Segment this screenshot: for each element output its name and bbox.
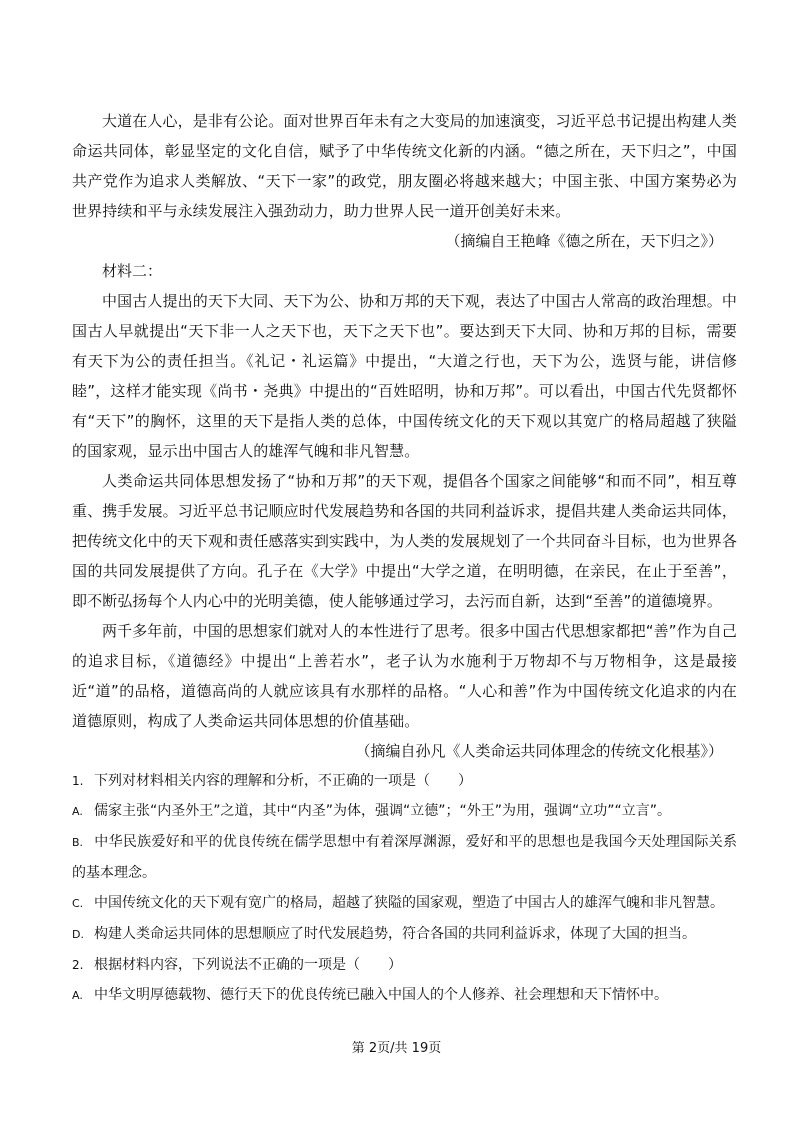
material1-source: （摘编自王艳峰《德之所在，天下归之》） (445, 232, 723, 250)
question-1-text: 下列对材料相关内容的理解和分析，不正确的一项是（ ） (94, 773, 472, 789)
option-letter: A. (72, 805, 83, 818)
option-letter: B. (72, 836, 84, 849)
question-2-stem (72, 950, 737, 980)
material2-paragraph-2: 人类命运共同体思想发扬了“协和万邦”的天下观，提倡各个国家之间能够“和而不同”，相互尊重、携手发展。习近平总书记顺应时代发展趋势和各国的共同利益诉求，提倡共建人类命运共同体，把传统文化中的天下观和责任感落实到实践中，为人类的发展规划了一个共同奋斗目标，也为世界各国的共同发展提供了方向。孔子在《大学》中提出“大学之道，在明明德，在亲民，在止于至善”，即不断弘扬每个人内心中的光明美德，使人能够通过学习，去污而自新，达到“至善”的道德境界。 (72, 472, 737, 610)
question-1-option-b (72, 827, 737, 888)
option-text: 中华文明厚德载物、德行天下的优良传统已融入中国人的个人修养、社会理想和天下情怀中。 (94, 987, 668, 1003)
question-2-number: 2. (72, 958, 84, 972)
question-1-option-d (72, 919, 737, 950)
option-letter: A. (72, 989, 83, 1002)
option-text: 构建人类命运共同体的思想顺应了时代发展趋势，符合各国的共同利益诉求，体现了大国的担当。 (94, 926, 696, 942)
material1-paragraph: 大道在人心，是非有公论。面对世界百年未有之大变局的加速演变，习近平总书记提出构建人类命运共同体，彰显坚定的文化自信，赋予了中华传统文化新的内涵。“德之所在，天下归之”，中国共产党作为追求人类解放、“天下一家”的政党，朋友圈必将越来越大；中国主张、中国方案势必为世界持续和平与永续发展注入强劲动力，助力世界人民一道开创美好未来。 (72, 112, 737, 220)
material2-paragraph-1: 中国古人提出的天下大同、天下为公、协和万邦的天下观，表达了中国古人常高的政治理想。中国古人早就提出“天下非一人之天下也，天下之天下也”。要达到天下大同、协和万邦的目标，需要有天下为公的责任担当。《礼记・礼运篇》中提出，“大道之行也，天下为公，选贤与能，讲信修睦”，这样才能实现《尚书・尧典》中提出的“百姓昭明，协和万邦”。可以看出，中国古代先贤都怀有“天下”的胸怀，这里的天下是指人类的总体，中国传统文化的天下观以其宽广的格局超越了狭隘的国家观，显示出中国古人的雄浑气魄和非凡智慧。 (72, 292, 737, 460)
question-1-number: 1. (72, 774, 84, 788)
option-text: 儒家主张“内圣外王”之道，其中“内圣”为体，强调“立德”；“外王”为用，强调“立功”“立言”。 (94, 803, 672, 819)
material2-source: （摘编自孙凡《人类命运共同体理念的传统文化根基》） (355, 742, 723, 760)
material2-heading: 材料二： (102, 262, 163, 280)
document-body (72, 106, 737, 1011)
option-text: 中华民族爱好和平的优良传统在儒学思想中有着深厚渊源，爱好和平的思想也是我国今天处理国际关系的基本理念。 (72, 834, 737, 881)
question-2-option-a (72, 980, 737, 1011)
question-2-text: 根据材料内容，下列说法不正确的一项是（ ） (94, 957, 402, 973)
option-text: 中国传统文化的天下观有宽广的格局，超越了狭隘的国家观，塑造了中国古人的雄浑气魄和非凡智慧。 (94, 895, 724, 911)
material2-paragraph-3: 两千多年前，中国的思想家们就对人的本性进行了思考。很多中国古代思想家都把“善”作为自己的追求目标，《道德经》中提出“上善若水”，老子认为水施利于万物却不与万物相争，这是最接近“道”的品格，道德高尚的人就应该具有水那样的品格。“人心和善”作为中国传统文化追求的内在道德原则，构成了人类命运共同体思想的价值基础。 (72, 622, 737, 730)
question-1-stem (72, 766, 737, 796)
question-1-option-c (72, 888, 737, 919)
option-letter: D. (72, 928, 84, 941)
page-number-footer: 第 2页/共 19页 (351, 1041, 442, 1056)
option-letter: C. (72, 897, 84, 910)
question-1-option-a (72, 796, 737, 827)
